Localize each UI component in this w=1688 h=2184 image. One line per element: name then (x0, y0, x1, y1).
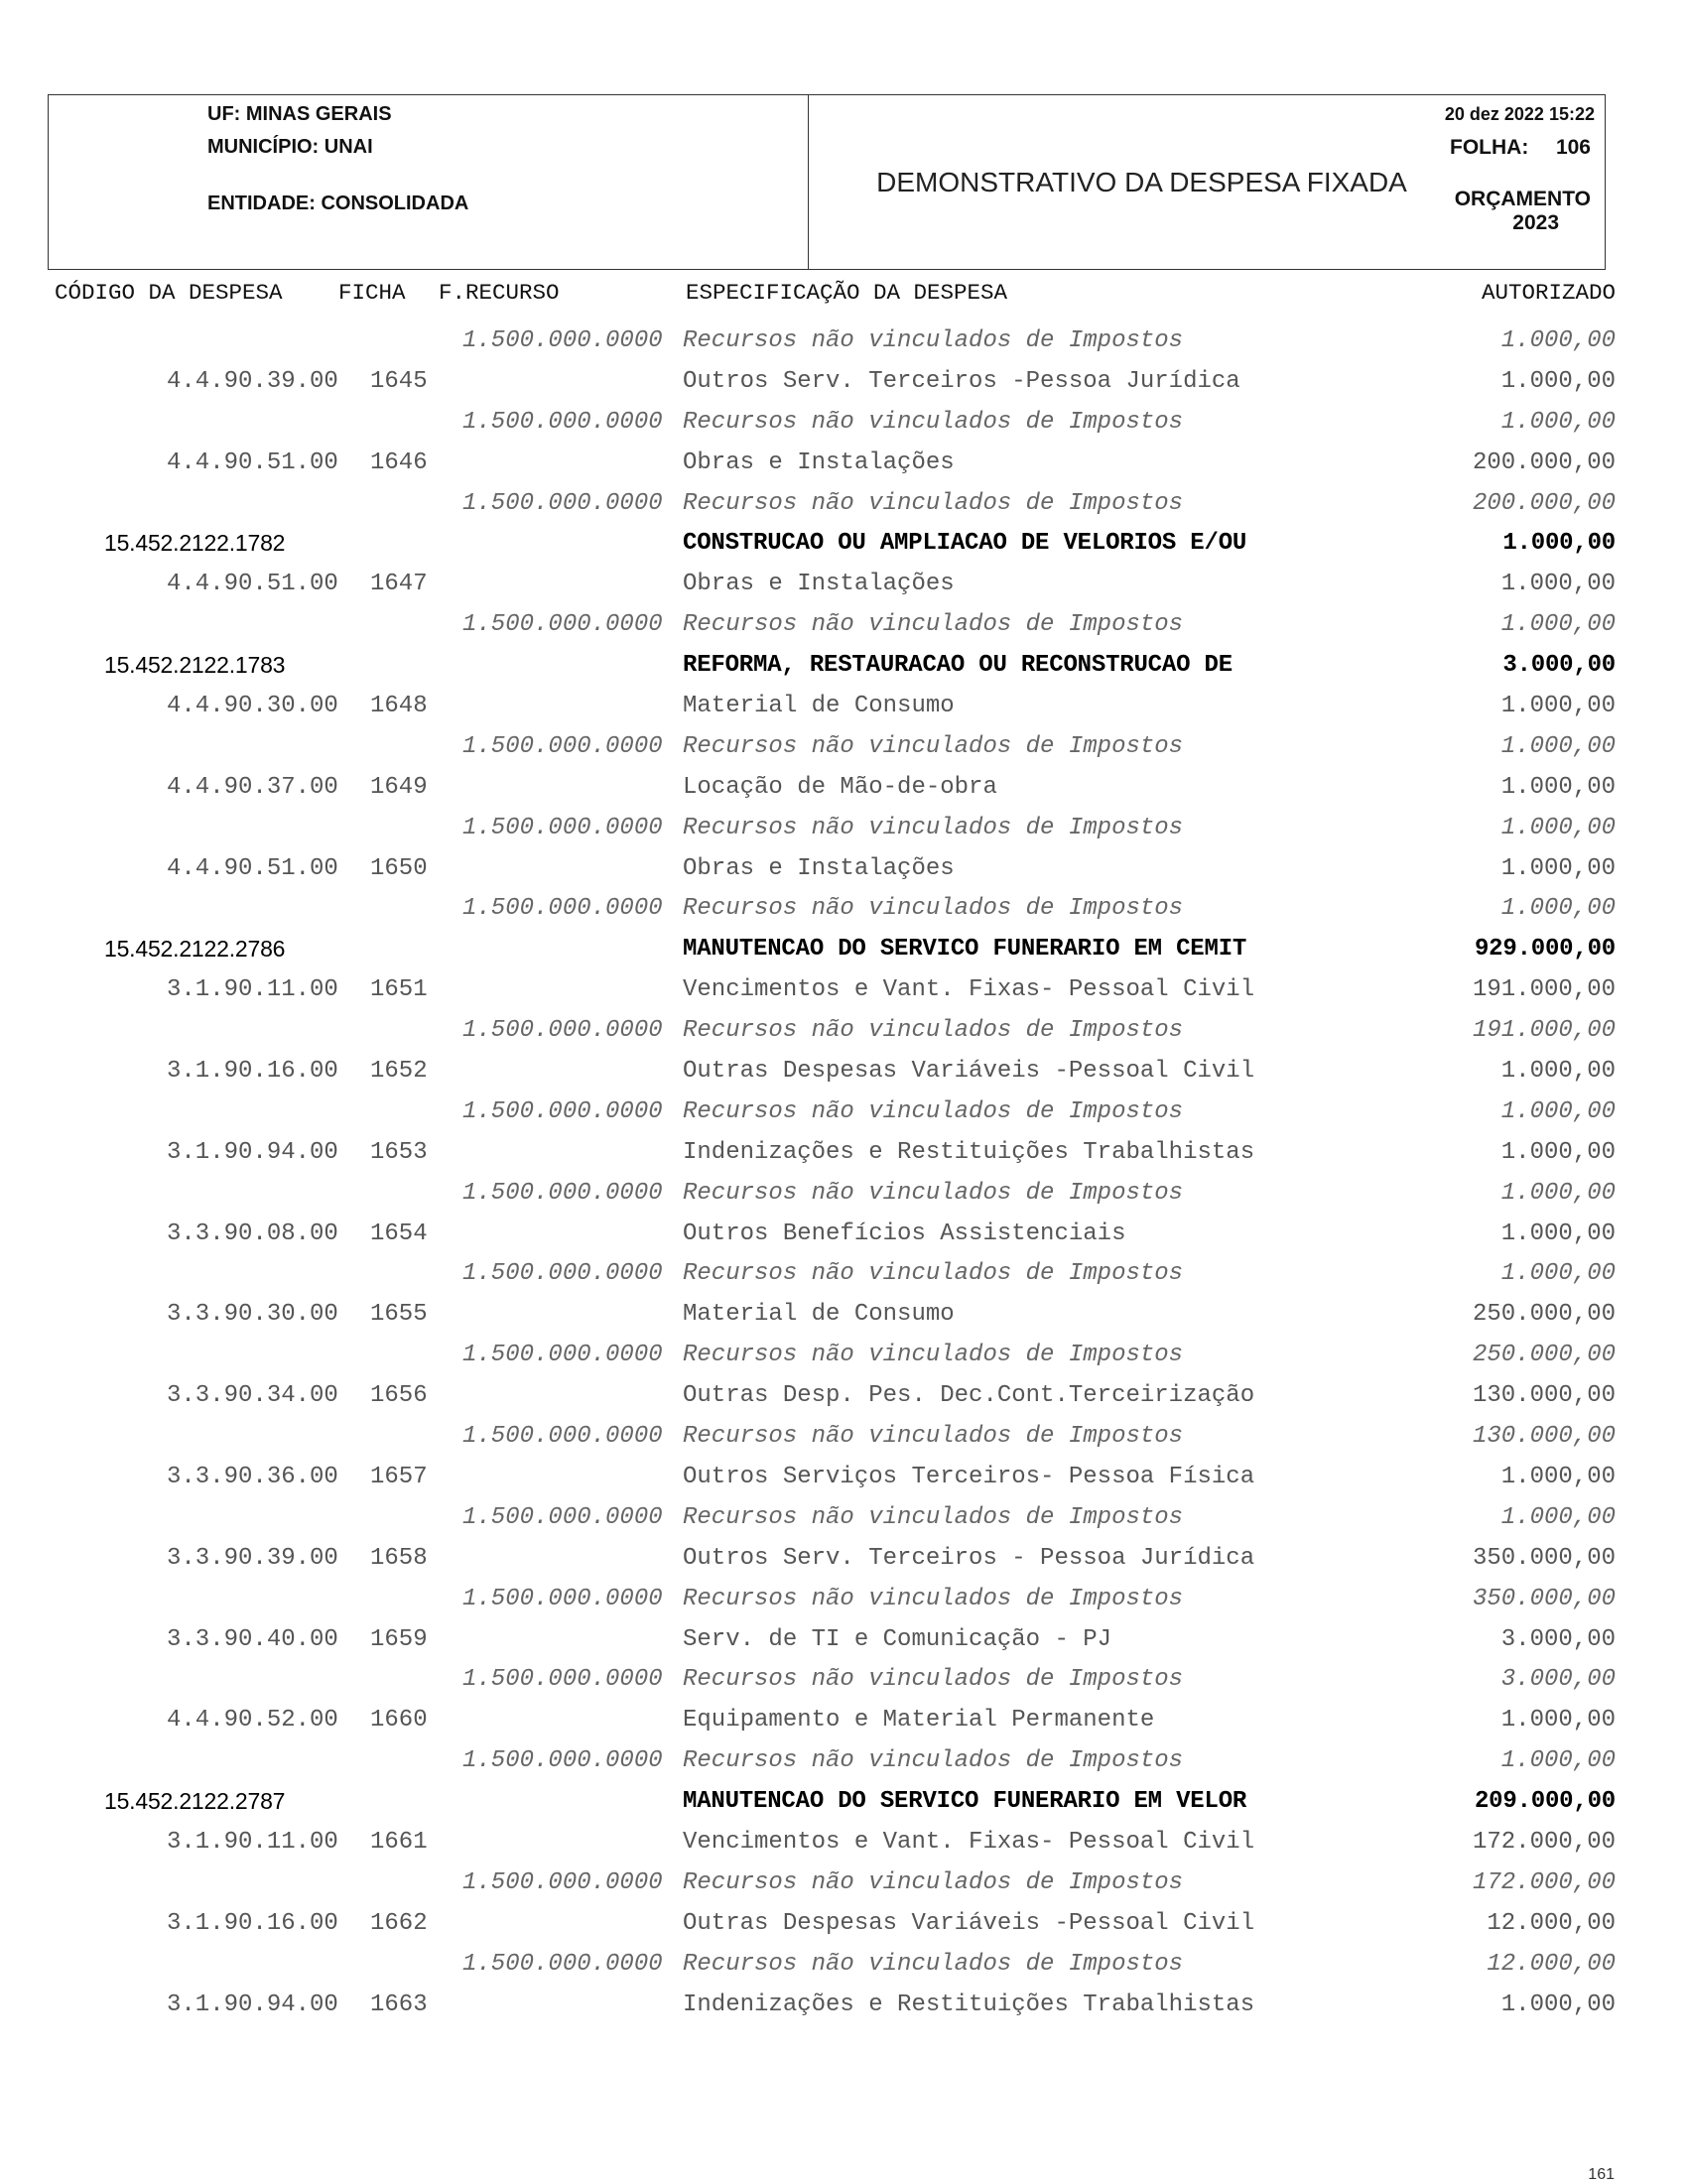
table-row-acao (0, 930, 1688, 970)
expense-code: 4.4.90.30.00 (167, 693, 338, 720)
expense-description: Obras e Instalações (683, 854, 955, 882)
expense-description: Outros Serv. Terceiros -Pessoa Jurídica (683, 367, 1240, 395)
expense-code: 4.4.90.37.00 (167, 773, 338, 801)
expense-description: REFORMA, RESTAURACAO OU RECONSTRUCAO DE (683, 652, 1233, 680)
table-row-acao (0, 524, 1688, 565)
ficha-number: 1663 (370, 1991, 428, 2018)
table-row-elemento (0, 849, 1688, 890)
authorized-value: 209.000,00 (1474, 1788, 1616, 1816)
fonte-recurso: 1.500.000.0000 (462, 1017, 663, 1045)
authorized-value: 191.000,00 (1472, 976, 1616, 1004)
col-especificacao: ESPECIFICAÇÃO DA DESPESA (686, 280, 1008, 306)
authorized-value: 1.000,00 (1500, 1260, 1616, 1288)
ficha-number: 1662 (370, 1909, 428, 1937)
authorized-value: 191.000,00 (1472, 1017, 1616, 1045)
expense-description: Recursos não vinculados de Impostos (683, 1585, 1184, 1612)
expense-code: 4.4.90.51.00 (167, 854, 338, 882)
authorized-value: 12.000,00 (1487, 1909, 1616, 1937)
table-row-elemento (0, 1539, 1688, 1580)
ficha-number: 1649 (370, 773, 428, 801)
fonte-recurso: 1.500.000.0000 (462, 895, 663, 923)
page-number: 161 (1588, 2166, 1615, 2183)
uf-label: UF: MINAS GERAIS (207, 103, 392, 125)
table-row-recurso (0, 1092, 1688, 1133)
fonte-recurso: 1.500.000.0000 (462, 1179, 663, 1207)
table-row-recurso (0, 889, 1688, 930)
expense-description: Recursos não vinculados de Impostos (683, 1868, 1184, 1896)
authorized-value: 250.000,00 (1472, 1342, 1616, 1369)
table-row-elemento (0, 1823, 1688, 1863)
expense-description: Recursos não vinculados de Impostos (683, 489, 1184, 517)
table-row-acao (0, 646, 1688, 687)
folha-number: 106 (1555, 136, 1591, 159)
fonte-recurso: 1.500.000.0000 (462, 327, 663, 354)
fonte-recurso: 1.500.000.0000 (462, 1868, 663, 1896)
authorized-value: 1.000,00 (1500, 732, 1616, 760)
table-row-elemento (0, 687, 1688, 727)
authorized-value: 130.000,00 (1472, 1382, 1616, 1410)
expense-description: Outras Desp. Pes. Dec.Cont.Terceirização (683, 1382, 1255, 1410)
table-row-elemento (0, 1986, 1688, 2026)
acao-code: 15.452.2122.1783 (104, 652, 286, 679)
authorized-value: 1.000,00 (1500, 1707, 1616, 1734)
fonte-recurso: 1.500.000.0000 (462, 1423, 663, 1451)
expense-description: Recursos não vinculados de Impostos (683, 327, 1184, 354)
table-row-elemento (0, 1295, 1688, 1336)
authorized-value: 172.000,00 (1472, 1828, 1616, 1856)
table-row-recurso (0, 1741, 1688, 1782)
authorized-value: 1.000,00 (1500, 1097, 1616, 1125)
expense-code: 4.4.90.51.00 (167, 449, 338, 476)
expense-description: Recursos não vinculados de Impostos (683, 1097, 1184, 1125)
authorized-value: 1.000,00 (1500, 1138, 1616, 1166)
ficha-number: 1657 (370, 1463, 428, 1490)
authorized-value: 1.000,00 (1500, 773, 1616, 801)
authorized-value: 250.000,00 (1472, 1301, 1616, 1329)
authorized-value: 1.000,00 (1500, 1058, 1616, 1086)
table-row-recurso (0, 1336, 1688, 1376)
col-ficha: FICHA (338, 280, 406, 306)
expense-description: Obras e Instalações (683, 449, 955, 476)
expense-code: 4.4.90.39.00 (167, 367, 338, 395)
expense-description: Material de Consumo (683, 1301, 955, 1329)
table-row-elemento (0, 1458, 1688, 1498)
ficha-number: 1655 (370, 1301, 428, 1329)
expense-code: 3.3.90.39.00 (167, 1544, 338, 1572)
table-row-elemento (0, 1701, 1688, 1741)
ficha-number: 1659 (370, 1625, 428, 1653)
authorized-value: 200.000,00 (1472, 449, 1616, 476)
expense-code: 3.3.90.36.00 (167, 1463, 338, 1490)
expense-code: 3.1.90.11.00 (167, 976, 338, 1004)
fonte-recurso: 1.500.000.0000 (462, 1342, 663, 1369)
expense-description: Outros Serviços Terceiros- Pessoa Física (683, 1463, 1255, 1490)
authorized-value: 1.000,00 (1500, 1991, 1616, 2018)
col-recurso: F.RECURSO (439, 280, 560, 306)
authorized-value: 1.000,00 (1500, 854, 1616, 882)
ficha-number: 1651 (370, 976, 428, 1004)
expense-description: Recursos não vinculados de Impostos (683, 1179, 1184, 1207)
fonte-recurso: 1.500.000.0000 (462, 1666, 663, 1694)
authorized-value: 1.000,00 (1500, 1220, 1616, 1247)
authorized-value: 1.000,00 (1500, 693, 1616, 720)
expense-description: Equipamento e Material Permanente (683, 1707, 1155, 1734)
expense-description: Outras Despesas Variáveis -Pessoal Civil (683, 1909, 1255, 1937)
authorized-value: 350.000,00 (1472, 1544, 1616, 1572)
expense-description: Vencimentos e Vant. Fixas- Pessoal Civil (683, 1828, 1255, 1856)
authorized-value: 350.000,00 (1472, 1585, 1616, 1612)
authorized-value: 1.000,00 (1500, 408, 1616, 436)
expense-description: Outras Despesas Variáveis -Pessoal Civil (683, 1058, 1255, 1086)
ficha-number: 1653 (370, 1138, 428, 1166)
expense-description: MANUTENCAO DO SERVICO FUNERARIO EM CEMIT (683, 936, 1247, 964)
acao-code: 15.452.2122.2787 (104, 1788, 286, 1815)
expense-description: Recursos não vinculados de Impostos (683, 732, 1184, 760)
authorized-value: 1.000,00 (1502, 530, 1616, 558)
authorized-value: 130.000,00 (1472, 1423, 1616, 1451)
expense-description: Recursos não vinculados de Impostos (683, 1342, 1184, 1369)
authorized-value: 1.000,00 (1500, 814, 1616, 841)
municipio-label: MUNICÍPIO: UNAI (207, 136, 373, 158)
table-row-recurso (0, 403, 1688, 444)
fonte-recurso: 1.500.000.0000 (462, 489, 663, 517)
column-headers (0, 280, 1688, 310)
table-row-recurso (0, 484, 1688, 525)
table-row-elemento (0, 1215, 1688, 1255)
ficha-number: 1654 (370, 1220, 428, 1247)
authorized-value: 172.000,00 (1472, 1868, 1616, 1896)
table-row-elemento (0, 1620, 1688, 1661)
expense-code: 3.1.90.94.00 (167, 1138, 338, 1166)
expense-code: 3.3.90.34.00 (167, 1382, 338, 1410)
orcamento-year: 2023 (1512, 211, 1559, 234)
expense-code: 3.3.90.40.00 (167, 1625, 338, 1653)
expense-description: Recursos não vinculados de Impostos (683, 1666, 1184, 1694)
table-row-elemento (0, 1376, 1688, 1417)
table-row-elemento (0, 1904, 1688, 1945)
authorized-value: 200.000,00 (1472, 489, 1616, 517)
report-header (48, 94, 1606, 270)
table-row-recurso (0, 605, 1688, 646)
expense-description: Vencimentos e Vant. Fixas- Pessoal Civil (683, 976, 1255, 1004)
expense-description: Recursos não vinculados de Impostos (683, 814, 1184, 841)
expense-code: 3.1.90.16.00 (167, 1909, 338, 1937)
ficha-number: 1650 (370, 854, 428, 882)
ficha-number: 1660 (370, 1707, 428, 1734)
ficha-number: 1648 (370, 693, 428, 720)
authorized-value: 1.000,00 (1500, 895, 1616, 923)
expense-code: 3.1.90.94.00 (167, 1991, 338, 2018)
table-row-recurso (0, 727, 1688, 768)
table-row-elemento (0, 444, 1688, 484)
table-row-recurso (0, 1945, 1688, 1986)
entidade-label: ENTIDADE: CONSOLIDADA (207, 193, 469, 214)
expense-description: Recursos não vinculados de Impostos (683, 408, 1184, 436)
authorized-value: 12.000,00 (1487, 1950, 1616, 1978)
fonte-recurso: 1.500.000.0000 (462, 1747, 663, 1775)
table-row-recurso (0, 1580, 1688, 1620)
fonte-recurso: 1.500.000.0000 (462, 1260, 663, 1288)
ficha-number: 1645 (370, 367, 428, 395)
expense-code: 3.3.90.30.00 (167, 1301, 338, 1329)
ficha-number: 1656 (370, 1382, 428, 1410)
expense-description: Recursos não vinculados de Impostos (683, 1503, 1184, 1531)
table-row-elemento (0, 565, 1688, 605)
expense-description: Material de Consumo (683, 693, 955, 720)
fonte-recurso: 1.500.000.0000 (462, 1097, 663, 1125)
expense-description: Recursos não vinculados de Impostos (683, 895, 1184, 923)
authorized-value: 1.000,00 (1500, 1747, 1616, 1775)
report-title: DEMONSTRATIVO DA DESPESA FIXADA (876, 167, 1407, 197)
expense-code: 4.4.90.51.00 (167, 571, 338, 598)
table-row-elemento (0, 1052, 1688, 1092)
table-row-recurso (0, 1417, 1688, 1458)
folha-label: FOLHA: (1450, 136, 1529, 159)
expense-description: Recursos não vinculados de Impostos (683, 1747, 1184, 1775)
authorized-value: 1.000,00 (1500, 571, 1616, 598)
fonte-recurso: 1.500.000.0000 (462, 1950, 663, 1978)
table-row-elemento (0, 970, 1688, 1011)
fonte-recurso: 1.500.000.0000 (462, 732, 663, 760)
fonte-recurso: 1.500.000.0000 (462, 611, 663, 639)
ficha-number: 1646 (370, 449, 428, 476)
expense-code: 3.1.90.16.00 (167, 1058, 338, 1086)
col-autorizado: AUTORIZADO (1481, 280, 1616, 306)
expense-code: 3.1.90.11.00 (167, 1828, 338, 1856)
table-row-recurso (0, 1660, 1688, 1701)
fonte-recurso: 1.500.000.0000 (462, 408, 663, 436)
expense-description: Serv. de TI e Comunicação - PJ (683, 1625, 1112, 1653)
expense-description: Recursos não vinculados de Impostos (683, 1423, 1184, 1451)
acao-code: 15.452.2122.2786 (104, 936, 286, 963)
table-row-elemento (0, 362, 1688, 403)
expense-description: Obras e Instalações (683, 571, 955, 598)
expense-description: Indenizações e Restituições Trabalhistas (683, 1991, 1255, 2018)
fonte-recurso: 1.500.000.0000 (462, 814, 663, 841)
authorized-value: 1.000,00 (1500, 327, 1616, 354)
col-codigo: CÓDIGO DA DESPESA (55, 280, 283, 306)
table-row-elemento (0, 768, 1688, 809)
ficha-number: 1647 (370, 571, 428, 598)
expense-description: Outros Serv. Terceiros - Pessoa Jurídica (683, 1544, 1255, 1572)
expense-description: CONSTRUCAO OU AMPLIACAO DE VELORIOS E/OU (683, 530, 1247, 558)
expense-description: Recursos não vinculados de Impostos (683, 1017, 1184, 1045)
expense-description: MANUTENCAO DO SERVICO FUNERARIO EM VELOR (683, 1788, 1247, 1816)
table-row-recurso (0, 1174, 1688, 1215)
authorized-value: 1.000,00 (1500, 1179, 1616, 1207)
table-row-recurso (0, 1498, 1688, 1539)
fonte-recurso: 1.500.000.0000 (462, 1503, 663, 1531)
table-row-recurso (0, 1863, 1688, 1904)
expense-code: 3.3.90.08.00 (167, 1220, 338, 1247)
expense-description: Locação de Mão-de-obra (683, 773, 997, 801)
table-row-recurso (0, 321, 1688, 362)
report-datetime: 20 dez 2022 15:22 (1444, 104, 1595, 124)
expense-description: Indenizações e Restituições Trabalhistas (683, 1138, 1255, 1166)
authorized-value: 3.000,00 (1502, 652, 1616, 680)
fonte-recurso: 1.500.000.0000 (462, 1585, 663, 1612)
authorized-value: 1.000,00 (1500, 1463, 1616, 1490)
table-row-elemento (0, 1133, 1688, 1174)
acao-code: 15.452.2122.1782 (104, 530, 286, 557)
table-row-recurso (0, 1011, 1688, 1052)
authorized-value: 3.000,00 (1500, 1625, 1616, 1653)
ficha-number: 1661 (370, 1828, 428, 1856)
authorized-value: 1.000,00 (1500, 367, 1616, 395)
authorized-value: 1.000,00 (1500, 1503, 1616, 1531)
ficha-number: 1658 (370, 1544, 428, 1572)
authorized-value: 3.000,00 (1500, 1666, 1616, 1694)
expense-description: Recursos não vinculados de Impostos (683, 611, 1184, 639)
ficha-number: 1652 (370, 1058, 428, 1086)
expense-description: Recursos não vinculados de Impostos (683, 1260, 1184, 1288)
expense-table (0, 321, 1688, 2025)
expense-description: Outros Benefícios Assistenciais (683, 1220, 1126, 1247)
expense-description: Recursos não vinculados de Impostos (683, 1950, 1184, 1978)
table-row-recurso (0, 809, 1688, 849)
table-row-recurso (0, 1254, 1688, 1295)
orcamento-label: ORÇAMENTO (1454, 188, 1591, 210)
table-row-acao (0, 1782, 1688, 1823)
authorized-value: 929.000,00 (1474, 936, 1616, 964)
authorized-value: 1.000,00 (1500, 611, 1616, 639)
expense-code: 4.4.90.52.00 (167, 1707, 338, 1734)
